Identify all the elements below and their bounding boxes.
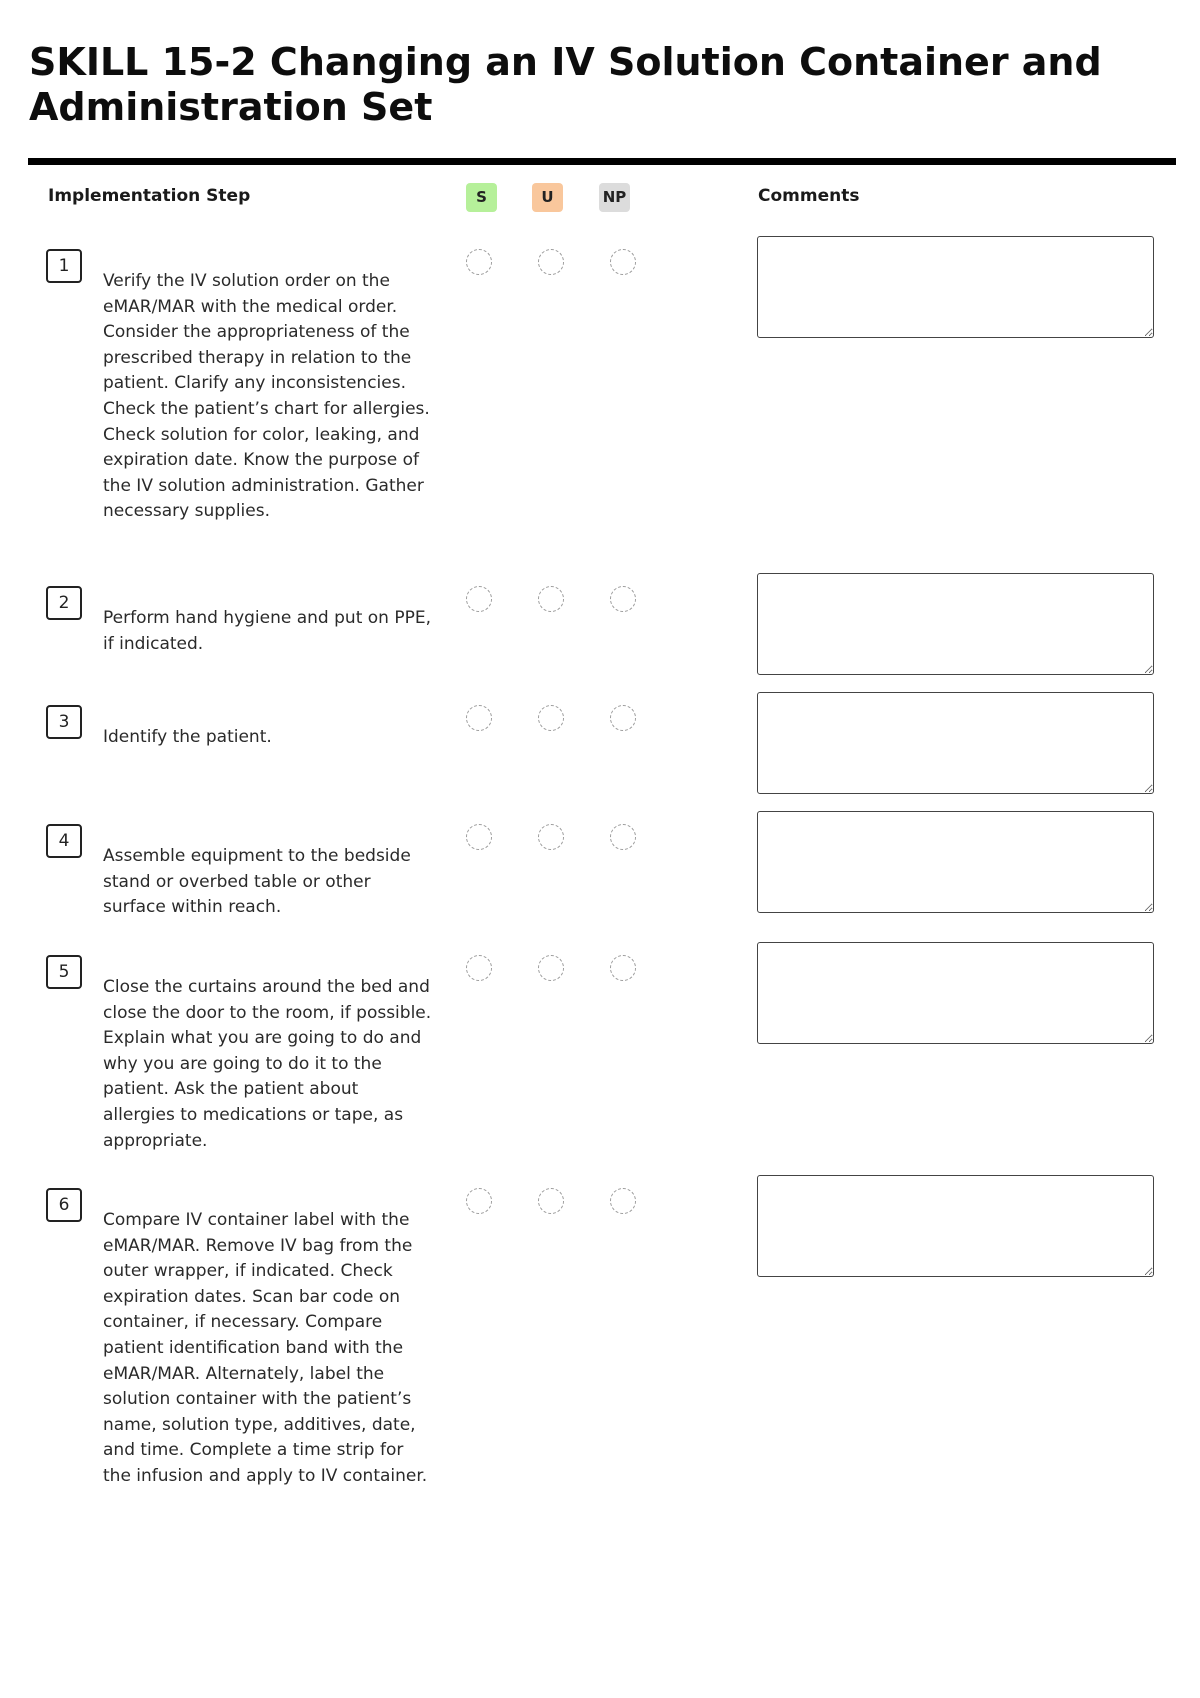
step-description: Verify the IV solution order on the eMAR/MAR with the medical order. Consider the appropriateness of the prescribed therapy in relation to the patient. Clarify any inconsistencies. Check the patient’s chart for allergies. Check solution for color, leaking, and expiration date. Know the purpose of the IV solution administration. Gather necessary supplies. — [103, 271, 430, 522]
step-description: Compare IV container label with the eMAR/MAR. Remove IV bag from the outer wrapper, if indicated. Check expiration dates. Scan bar code on container, if necessary. Compare patient identification band with the eMAR/MAR. Alternately, label the solution container with the patient’s name, solution type, additives, date, and time. Complete a time strip for the infusion and apply to IV container. — [103, 1210, 428, 1486]
unsatisfactory-radio[interactable] — [538, 705, 564, 731]
not-performed-radio[interactable] — [610, 955, 636, 981]
not-performed-radio[interactable] — [610, 249, 636, 275]
step-number: 3 — [46, 705, 82, 739]
unsatisfactory-radio[interactable] — [538, 249, 564, 275]
not-performed-badge: NP — [599, 183, 630, 212]
step-number: 6 — [46, 1188, 82, 1222]
step-number: 2 — [46, 586, 82, 620]
step-description: Close the curtains around the bed and close the door to the room, if possible. Explain what you are going to do and why you are going to do it to the patient. Ask the patient about allergies to medications or tape, as appropriate. — [103, 977, 432, 1151]
unsatisfactory-radio[interactable] — [538, 955, 564, 981]
implementation-step-header: Implementation Step — [48, 186, 251, 206]
comment-textarea[interactable] — [757, 236, 1154, 338]
satisfactory-badge: S — [466, 183, 497, 212]
not-performed-radio[interactable] — [610, 824, 636, 850]
step-number: 5 — [46, 955, 82, 989]
unsatisfactory-radio[interactable] — [538, 824, 564, 850]
satisfactory-radio[interactable] — [466, 824, 492, 850]
step-description: Identify the patient. — [103, 727, 272, 747]
comment-textarea[interactable] — [757, 942, 1154, 1044]
comments-header: Comments — [758, 186, 860, 206]
satisfactory-radio[interactable] — [466, 249, 492, 275]
step-number: 4 — [46, 824, 82, 858]
satisfactory-radio[interactable] — [466, 586, 492, 612]
comment-textarea[interactable] — [757, 573, 1154, 675]
satisfactory-radio[interactable] — [466, 1188, 492, 1214]
not-performed-radio[interactable] — [610, 705, 636, 731]
not-performed-radio[interactable] — [610, 1188, 636, 1214]
step-number: 1 — [46, 249, 82, 283]
satisfactory-radio[interactable] — [466, 955, 492, 981]
not-performed-radio[interactable] — [610, 586, 636, 612]
step-description: Assemble equipment to the bedside stand or overbed table or other surface within reach. — [103, 846, 411, 918]
step-description: Perform hand hygiene and put on PPE, if indicated. — [103, 608, 431, 654]
unsatisfactory-badge: U — [532, 183, 563, 212]
satisfactory-radio[interactable] — [466, 705, 492, 731]
comment-textarea[interactable] — [757, 1175, 1154, 1277]
unsatisfactory-radio[interactable] — [538, 1188, 564, 1214]
comment-textarea[interactable] — [757, 811, 1154, 913]
title-divider — [28, 158, 1176, 165]
unsatisfactory-radio[interactable] — [538, 586, 564, 612]
comment-textarea[interactable] — [757, 692, 1154, 794]
page-title: SKILL 15-2 Changing an IV Solution Container and Administration Set — [29, 40, 1102, 129]
